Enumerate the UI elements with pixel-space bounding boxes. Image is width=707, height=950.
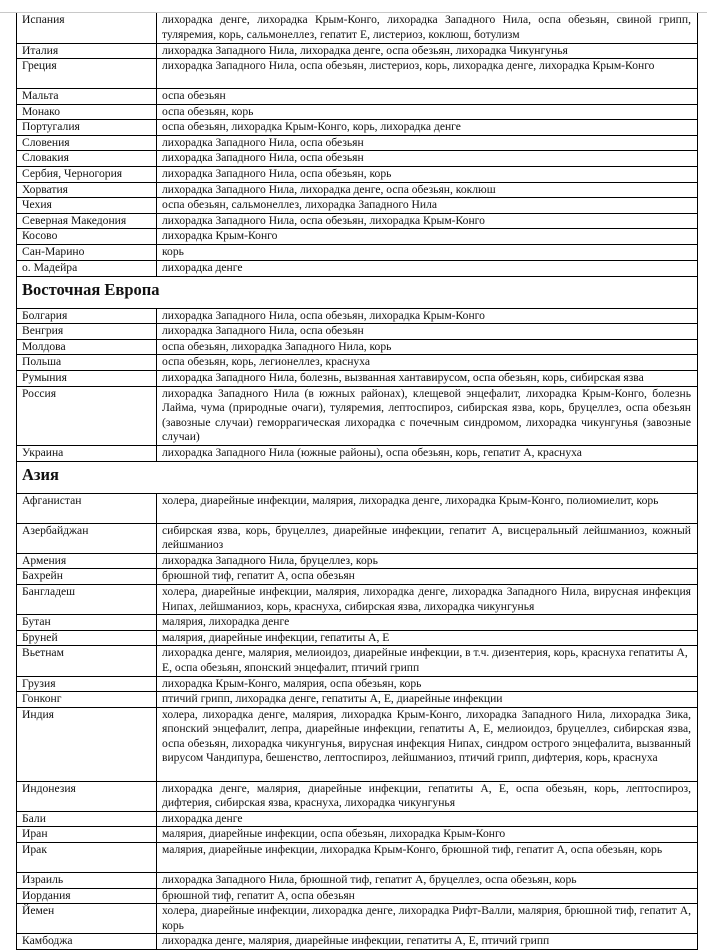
diseases-cell: лихорадка Западного Нила, оспа обезьян, корь bbox=[157, 167, 698, 183]
table-row bbox=[17, 135, 698, 151]
diseases-cell: лихорадка Крым-Конго, малярия, оспа обезьян, корь bbox=[157, 676, 698, 692]
table-row bbox=[17, 934, 698, 950]
table-row bbox=[17, 630, 698, 646]
diseases-cell: холера, диарейные инфекции, малярия, лихорадка денге, лихорадка Западного Нила, вирусная инфекция Нипах, лейшманиоз, корь, краснуха, сибирская язва, лихорадка чикунгунья bbox=[157, 584, 698, 614]
diseases-cell: малярия, диарейные инфекции, гепатиты А, Е bbox=[157, 630, 698, 646]
country-cell: Азербайджан bbox=[17, 523, 157, 553]
table-row bbox=[17, 615, 698, 631]
diseases-cell: малярия, диарейные инфекции, оспа обезьян, лихорадка Крым-Конго bbox=[157, 827, 698, 843]
country-cell: Бутан bbox=[17, 615, 157, 631]
section-title: Восточная Европа bbox=[17, 276, 698, 308]
country-cell: Греция bbox=[17, 59, 157, 89]
disease-by-country-table bbox=[16, 13, 698, 950]
table-row bbox=[17, 493, 698, 523]
diseases-cell: лихорадка Западного Нила, оспа обезьян bbox=[157, 151, 698, 167]
country-cell: Словения bbox=[17, 135, 157, 151]
country-cell: Вьетнам bbox=[17, 646, 157, 676]
country-cell: Грузия bbox=[17, 676, 157, 692]
country-cell: Армения bbox=[17, 553, 157, 569]
table-row bbox=[17, 261, 698, 277]
country-cell: Словакия bbox=[17, 151, 157, 167]
diseases-cell: лихорадка денге bbox=[157, 261, 698, 277]
table-row bbox=[17, 523, 698, 553]
table-row bbox=[17, 198, 698, 214]
country-cell: Бруней bbox=[17, 630, 157, 646]
diseases-cell: оспа обезьян, сальмонеллез, лихорадка Западного Нила bbox=[157, 198, 698, 214]
table-row bbox=[17, 355, 698, 371]
country-cell: Испания bbox=[17, 13, 157, 43]
table-row bbox=[17, 151, 698, 167]
diseases-cell: корь bbox=[157, 245, 698, 261]
country-cell: Бахрейн bbox=[17, 569, 157, 585]
diseases-cell: лихорадка Западного Нила, оспа обезьян, лихорадка Крым-Конго bbox=[157, 213, 698, 229]
diseases-cell: брюшной тиф, гепатит А, оспа обезьян bbox=[157, 569, 698, 585]
table-row bbox=[17, 386, 698, 445]
country-cell: Северная Македония bbox=[17, 213, 157, 229]
country-cell: Индия bbox=[17, 707, 157, 781]
diseases-cell: лихорадка Западного Нила, болезнь, вызванная хантавирусом, оспа обезьян, корь, сибирская язва bbox=[157, 371, 698, 387]
table-row bbox=[17, 904, 698, 934]
section-title: Азия bbox=[17, 461, 698, 493]
diseases-cell: малярия, диарейные инфекции, лихорадка Крым-Конго, брюшной тиф, гепатит А, оспа обезьян, корь bbox=[157, 843, 698, 873]
country-cell: Афганистан bbox=[17, 493, 157, 523]
diseases-cell: лихорадка Западного Нила, оспа обезьян, лихорадка Крым-Конго bbox=[157, 308, 698, 324]
diseases-cell: лихорадка Крым-Конго bbox=[157, 229, 698, 245]
diseases-cell: оспа обезьян bbox=[157, 89, 698, 105]
table-row bbox=[17, 324, 698, 340]
diseases-cell: лихорадка Западного Нила (южные районы), оспа обезьян, корь, гепатит А, краснуха bbox=[157, 445, 698, 461]
diseases-cell: лихорадка денге, малярия, диарейные инфекции, гепатиты А, Е, оспа обезьян, корь, лептоспироз, дифтерия, сибирская язва, краснуха, лихорадка чикунгунья bbox=[157, 781, 698, 811]
table-row bbox=[17, 553, 698, 569]
diseases-cell: лихорадка Западного Нила, оспа обезьян, листериоз, корь, лихорадка денге, лихорадка Крым-Конго bbox=[157, 59, 698, 89]
table-row bbox=[17, 888, 698, 904]
table-row bbox=[17, 569, 698, 585]
country-cell: Гонконг bbox=[17, 692, 157, 708]
diseases-cell: лихорадка Западного Нила, лихорадка денге, оспа обезьян, коклюш bbox=[157, 182, 698, 198]
diseases-cell: лихорадка Западного Нила, брюшной тиф, гепатит А, бруцеллез, оспа обезьян, корь bbox=[157, 873, 698, 889]
diseases-cell: холера, диарейные инфекции, малярия, лихорадка денге, лихорадка Крым-Конго, полиомиелит, корь bbox=[157, 493, 698, 523]
table-row bbox=[17, 646, 698, 676]
country-cell: Камбоджа bbox=[17, 934, 157, 950]
table-row bbox=[17, 229, 698, 245]
section-header-row bbox=[17, 461, 698, 493]
country-cell: Иордания bbox=[17, 888, 157, 904]
country-cell: Мальта bbox=[17, 89, 157, 105]
table-row bbox=[17, 584, 698, 614]
diseases-cell: оспа обезьян, лихорадка Крым-Конго, корь, лихорадка денге bbox=[157, 120, 698, 136]
table-row bbox=[17, 104, 698, 120]
country-cell: Венгрия bbox=[17, 324, 157, 340]
country-cell: Йемен bbox=[17, 904, 157, 934]
diseases-cell: сибирская язва, корь, бруцеллез, диарейные инфекции, гепатит А, висцеральный лейшманиоз, кожный лейшманиоз bbox=[157, 523, 698, 553]
diseases-cell: лихорадка денге, лихорадка Крым-Конго, лихорадка Западного Нила, оспа обезьян, свиной грипп, туляремия, корь, сальмонеллез, гепатит Е, листериоз, коклюш, ботулизм bbox=[157, 13, 698, 43]
diseases-cell: лихорадка Западного Нила, лихорадка денге, оспа обезьян, лихорадка Чикунгунья bbox=[157, 43, 698, 59]
country-cell: Сан-Марино bbox=[17, 245, 157, 261]
country-cell: Россия bbox=[17, 386, 157, 445]
country-cell: Чехия bbox=[17, 198, 157, 214]
diseases-cell: оспа обезьян, лихорадка Западного Нила, корь bbox=[157, 339, 698, 355]
country-cell: Украина bbox=[17, 445, 157, 461]
table-row bbox=[17, 167, 698, 183]
table-row bbox=[17, 120, 698, 136]
table-row bbox=[17, 707, 698, 781]
table-row bbox=[17, 89, 698, 105]
table-row bbox=[17, 339, 698, 355]
diseases-cell: лихорадка Западного Нила, оспа обезьян bbox=[157, 324, 698, 340]
table-row bbox=[17, 811, 698, 827]
country-cell: Бали bbox=[17, 811, 157, 827]
table-row bbox=[17, 59, 698, 89]
country-cell: Италия bbox=[17, 43, 157, 59]
table-row bbox=[17, 827, 698, 843]
table-row bbox=[17, 43, 698, 59]
diseases-cell: лихорадка денге bbox=[157, 811, 698, 827]
table-row bbox=[17, 781, 698, 811]
diseases-cell: лихорадка Западного Нила (в южных районах), клещевой энцефалит, лихорадка Крым-Конго, болезнь Лайма, чума (природные очаги), туляремия, лептоспироз, сибирская язва, корь, бруцеллез, оспа обезьян (завозные случаи) геморрагическая лихорадка с почечным синдромом, лихорадка чикунгунья (завозные случаи) bbox=[157, 386, 698, 445]
country-cell: Румыния bbox=[17, 371, 157, 387]
diseases-cell: лихорадка денге, малярия, мелиоидоз, диарейные инфекции, в т.ч. дизентерия, корь, краснуха гепатиты А, Е, оспа обезьян, японский энцефалит, птичий грипп bbox=[157, 646, 698, 676]
country-cell: Хорватия bbox=[17, 182, 157, 198]
country-cell: Израиль bbox=[17, 873, 157, 889]
diseases-cell: брюшной тиф, гепатит А, оспа обезьян bbox=[157, 888, 698, 904]
country-cell: Монако bbox=[17, 104, 157, 120]
table-row bbox=[17, 445, 698, 461]
country-cell: Бангладеш bbox=[17, 584, 157, 614]
table-row bbox=[17, 873, 698, 889]
table-row bbox=[17, 371, 698, 387]
diseases-cell: птичий грипп, лихорадка денге, гепатиты А, Е, диарейные инфекции bbox=[157, 692, 698, 708]
table-row bbox=[17, 13, 698, 43]
country-cell: Болгария bbox=[17, 308, 157, 324]
table-row bbox=[17, 182, 698, 198]
table-row bbox=[17, 843, 698, 873]
diseases-cell: холера, диарейные инфекции, лихорадка денге, лихорадка Рифт-Валли, малярия, брюшной тиф, гепатит А, корь bbox=[157, 904, 698, 934]
diseases-cell: оспа обезьян, корь bbox=[157, 104, 698, 120]
diseases-cell: оспа обезьян, корь, легионеллез, краснуха bbox=[157, 355, 698, 371]
table-row bbox=[17, 245, 698, 261]
country-cell: Сербия, Черногория bbox=[17, 167, 157, 183]
country-cell: Косово bbox=[17, 229, 157, 245]
diseases-cell: лихорадка Западного Нила, бруцеллез, корь bbox=[157, 553, 698, 569]
table-row bbox=[17, 213, 698, 229]
country-cell: Иран bbox=[17, 827, 157, 843]
diseases-cell: холера, лихорадка денге, малярия, лихорадка Крым-Конго, лихорадка Западного Нила, лихорадка Зика, японский энцефалит, лепра, диарейные инфекции, гепатиты А, Е, мелиоидоз, бруцеллез, сибирская язва, оспа обезьян, лихорадка чикунгунья, вирусная инфекция Нипах, синдром острого энцефалита, вызванный вирусом Чандипура, бешенство, лептоспироз, лейшманиоз, птичий грипп, дифтерия, корь, краснуха bbox=[157, 707, 698, 781]
section-header-row bbox=[17, 276, 698, 308]
country-cell: Молдова bbox=[17, 339, 157, 355]
diseases-cell: лихорадка денге, малярия, диарейные инфекции, гепатиты А, Е, птичий грипп bbox=[157, 934, 698, 950]
country-cell: Польша bbox=[17, 355, 157, 371]
diseases-cell: малярия, лихорадка денге bbox=[157, 615, 698, 631]
country-cell: Ирак bbox=[17, 843, 157, 873]
table-row bbox=[17, 692, 698, 708]
table-row bbox=[17, 676, 698, 692]
country-cell: Португалия bbox=[17, 120, 157, 136]
table-row bbox=[17, 308, 698, 324]
country-cell: о. Мадейра bbox=[17, 261, 157, 277]
diseases-cell: лихорадка Западного Нила, оспа обезьян bbox=[157, 135, 698, 151]
country-cell: Индонезия bbox=[17, 781, 157, 811]
